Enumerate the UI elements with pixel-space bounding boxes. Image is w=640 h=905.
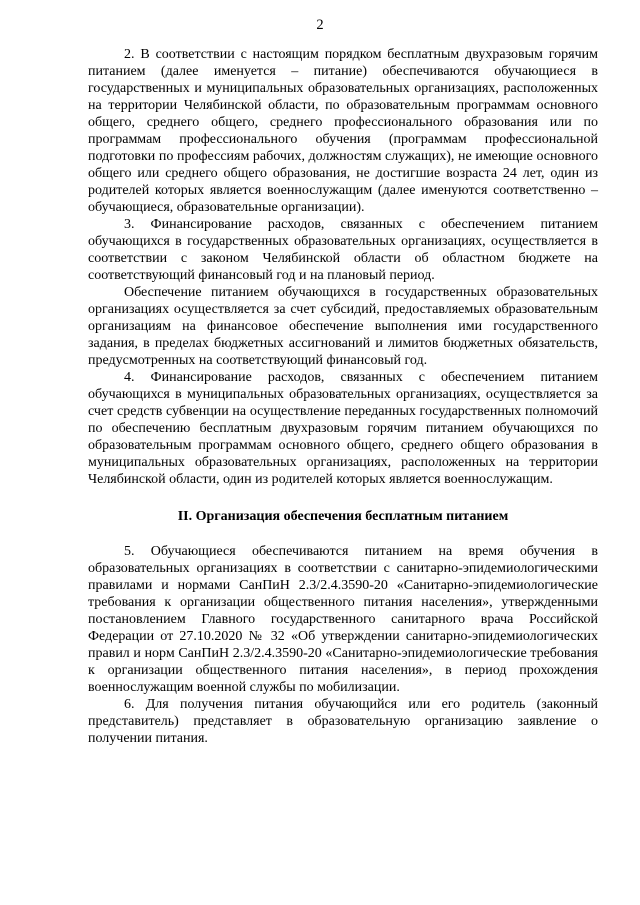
- paragraph-5: 5. Обучающиеся обеспечиваются питанием на время обучения в образовательных организациях в соответствии с санитарно-эпидемиологическими правилами и нормами СанПиН 2.3/2.4.3590-20 «Санитарно-эпидемиологические требования к организации общественного питания населения», утвержденными постановлением Главного государственного санитарного врача Российской Федерации от 27.10.2020 № 32 «Об утверждении санитарно-эпидемиологических правил и норм СанПиН 2.3/2.4.3590-20 «Санитарно-эпидемиологические требования к организации общественного питания населения», в период прохождения военнослужащим военной службы по мобилизации.: [88, 544, 598, 695]
- paragraph-3: 3. Финансирование расходов, связанных с обеспечением питанием обучающихся в государственных образовательных организациях, осуществляется в соответствии с законом Челябинской области об областном бюджете на соответствующий финансовый год и на плановый период.: [88, 217, 598, 283]
- page-number: 2: [316, 17, 324, 33]
- section-heading: II. Организация обеспечения бесплатным питанием: [177, 509, 509, 524]
- paragraph-3-continuation: Обеспечение питанием обучающихся в государственных образовательных организациях осуществляется за счет субсидий, предоставляемых образовательным организациям на финансовое обеспечение выполнения ими государственного задания, в пределах бюджетных ассигнований и лимитов бюджетных обязательств, предусмотренных на соответствующий финансовый год.: [88, 285, 598, 368]
- paragraph-4: 4. Финансирование расходов, связанных с обеспечением питанием обучающихся в муниципальных образовательных организациях, осуществляется за счет средств субвенции на осуществление переданных государственных полномочий по обеспечению бесплатным двухразовым горячим питанием обучающихся по образовательным программам основного общего, среднего общего образования в муниципальных образовательных организациях, расположенных на территории Челябинской области, один из родителей которых является военнослужащим.: [88, 370, 598, 487]
- document-body: [88, 46, 598, 747]
- paragraph-6: 6. Для получения питания обучающийся или его родитель (законный представитель) представляет в образовательную организацию заявление о получении питания.: [88, 697, 598, 746]
- paragraph-2: 2. В соответствии с настоящим порядком бесплатным двухразовым горячим питанием (далее именуется – питание) обеспечиваются обучающиеся в государственных и муниципальных образовательных организациях, расположенных на территории Челябинской области, по образовательным программам основного общего, среднего общего, среднего профессионального образования или по программам профессионального обучения (программам профессиональной подготовки по профессиям рабочих, должностям служащих), не имеющие основного общего или среднего общего образования, не достигшие возраста 24 лет, один из родителей которых является военнослужащим (далее именуются соответственно – обучающиеся, образовательные организации).: [88, 47, 598, 215]
